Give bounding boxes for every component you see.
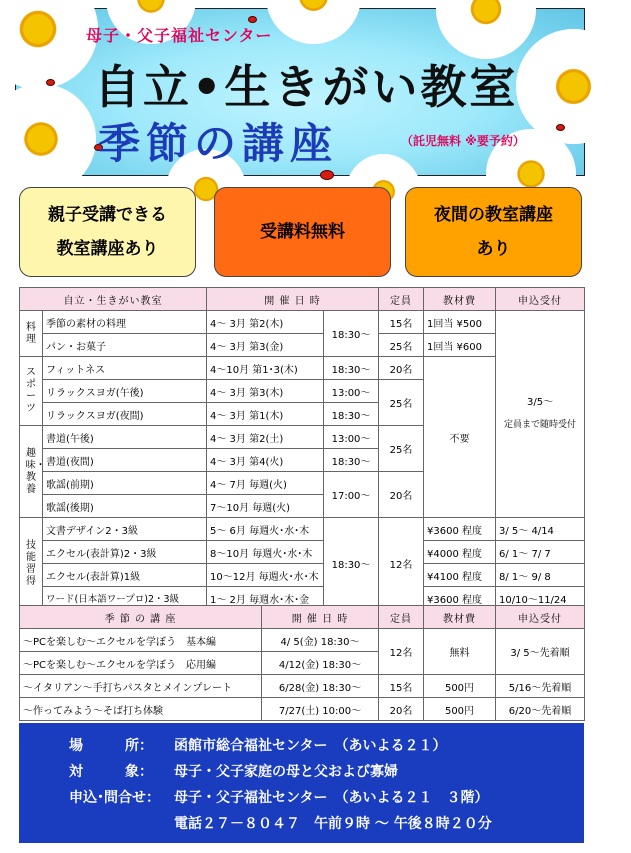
class-capacity: 15名 bbox=[379, 311, 424, 334]
course-capacity: 12名 bbox=[379, 629, 424, 675]
class-capacity: 25名 bbox=[379, 380, 424, 426]
footer-value: 函館市総合福祉センター （あいよる２１） bbox=[174, 738, 447, 754]
course-name: ～PCを楽しむ～エクセルを学ぼう 基本編 bbox=[20, 629, 262, 652]
table-row bbox=[20, 564, 585, 587]
col-header: 自立・生きがい教室 bbox=[20, 288, 207, 311]
col-header: 教材費 bbox=[424, 606, 496, 629]
page-subtitle: 季節の講座 bbox=[98, 119, 339, 168]
course-name: ～作ってみよう～そば打ち体験 bbox=[20, 698, 262, 721]
feature-line: 教室講座あり bbox=[56, 239, 159, 259]
table-header-row bbox=[20, 606, 585, 629]
col-header: 申込受付 bbox=[496, 606, 585, 629]
class-time: 18:30～ bbox=[324, 357, 379, 380]
col-header: 開 催 日 時 bbox=[262, 606, 379, 629]
class-date: 4～ 3月 第2(土) bbox=[207, 426, 324, 449]
daisy-flower-icon bbox=[0, 0, 98, 89]
class-apply: 8/ 1～ 9/ 8 bbox=[496, 564, 585, 587]
class-fee: 1回当 ¥600 bbox=[424, 334, 496, 357]
col-header: 申込受付 bbox=[496, 288, 585, 311]
footer-label: 場 所： bbox=[69, 738, 153, 754]
course-capacity: 20名 bbox=[379, 698, 424, 721]
class-apply: 6/ 1～ 7/ 7 bbox=[496, 541, 585, 564]
feature-line: あり bbox=[476, 239, 511, 259]
class-name: エクセル(表計算)1級 bbox=[43, 564, 207, 587]
category-hobby: 趣味・教養 bbox=[20, 426, 43, 518]
class-date: 10～12月 毎週火･水･木 bbox=[207, 564, 324, 587]
category-skills: 技能習得 bbox=[20, 518, 43, 610]
table-row bbox=[20, 629, 585, 652]
class-apply: 3/ 5～ 4/14 bbox=[496, 518, 585, 541]
class-capacity: 25名 bbox=[379, 426, 424, 472]
class-date: 4～10月 第1･3(木) bbox=[207, 357, 324, 380]
col-header: 開 催 日 時 bbox=[207, 288, 379, 311]
ladybug-icon bbox=[320, 170, 334, 180]
course-name: ～PCを楽しむ～エクセルを学ぼう 応用編 bbox=[20, 652, 262, 675]
class-fee-none: 不要 bbox=[424, 357, 496, 518]
footer-label: 対 象： bbox=[69, 764, 153, 780]
childcare-note: （託児無料 ※要予約） bbox=[401, 134, 525, 148]
class-name: 文書デザイン2・3級 bbox=[43, 518, 207, 541]
class-time: 13:00～ bbox=[324, 426, 379, 449]
feature-line: 親子受講できる bbox=[48, 205, 167, 225]
class-fee: ¥4000 程度 bbox=[424, 541, 496, 564]
table-row bbox=[20, 541, 585, 564]
course-apply: 3/ 5～先着順 bbox=[496, 629, 585, 675]
class-apply: 10/10～11/24 bbox=[496, 587, 585, 610]
class-date: 8～10月 毎週火･水･木 bbox=[207, 541, 324, 564]
course-date: 7/27(土) 10:00～ bbox=[262, 698, 379, 721]
class-capacity: 20名 bbox=[379, 357, 424, 380]
class-date: 4～ 3月 第2(木) bbox=[207, 311, 324, 334]
course-date: 4/ 5(金) 18:30～ bbox=[262, 629, 379, 652]
feature-line: 夜間の教室講座 bbox=[434, 205, 553, 225]
class-name: 書道(夜間) bbox=[43, 449, 207, 472]
class-date: 4～ 7月 毎週(火) bbox=[207, 472, 324, 495]
class-date: 5～ 6月 毎週火･水･木 bbox=[207, 518, 324, 541]
course-name: ～イタリアン～手打ちパスタとメインプレート bbox=[20, 675, 262, 698]
footer-phone: 電話２７－８０４７ 午前９時 ～ 午後８時２０分 bbox=[174, 816, 492, 832]
class-name: エクセル(表計算)2・3級 bbox=[43, 541, 207, 564]
col-header: 定員 bbox=[379, 288, 424, 311]
class-name: ワード(日本語ワープロ)2・3級 bbox=[43, 587, 207, 610]
header-banner bbox=[15, 8, 585, 176]
class-date: 1～ 2月 毎週水･木･金 bbox=[207, 587, 324, 610]
class-name: パン・お菓子 bbox=[43, 334, 207, 357]
class-capacity: 12名 bbox=[379, 518, 424, 610]
feature-line: 受講料無料 bbox=[260, 222, 345, 242]
class-name: 歌謡(後期) bbox=[43, 495, 207, 518]
class-date: 7～10月 毎週(火) bbox=[207, 495, 324, 518]
class-time: 18:30～ bbox=[324, 311, 379, 357]
course-capacity: 15名 bbox=[379, 675, 424, 698]
col-header: 定員 bbox=[379, 606, 424, 629]
page-title: 自立•生きがい教室 bbox=[94, 60, 519, 114]
course-apply: 6/20～先着順 bbox=[496, 698, 585, 721]
class-fee: 1回当 ¥500 bbox=[424, 311, 496, 334]
class-name: リラックスヨガ(夜間) bbox=[43, 403, 207, 426]
class-time: 18:30～ bbox=[324, 518, 379, 610]
ladybug-icon bbox=[46, 79, 55, 86]
footer-value: 母子・父子福祉センター （あいよる２１ ３階） bbox=[174, 790, 489, 806]
apply-period-group: 3/5～ 定員まで随時受付 bbox=[496, 311, 585, 518]
daisy-flower-icon bbox=[266, 0, 361, 44]
col-header: 教材費 bbox=[424, 288, 496, 311]
category-cooking: 料理 bbox=[20, 311, 43, 357]
daisy-flower-icon bbox=[0, 84, 96, 194]
class-schedule-table bbox=[19, 287, 585, 610]
table-row bbox=[20, 675, 585, 698]
course-apply: 5/16～先着順 bbox=[496, 675, 585, 698]
class-name: 歌謡(前期) bbox=[43, 472, 207, 495]
class-name: 書道(午後) bbox=[43, 426, 207, 449]
daisy-flower-icon bbox=[516, 29, 631, 144]
info-footer bbox=[19, 723, 584, 843]
ladybug-icon bbox=[556, 124, 565, 131]
table-row bbox=[20, 698, 585, 721]
course-fee: 500円 bbox=[424, 675, 496, 698]
class-capacity: 20名 bbox=[379, 472, 424, 518]
footer-value: 母子・父子家庭の母と父および寡婦 bbox=[174, 764, 398, 780]
class-name: リラックスヨガ(午後) bbox=[43, 380, 207, 403]
class-date: 4～ 3月 第1(木) bbox=[207, 403, 324, 426]
class-time: 13:00～ bbox=[324, 380, 379, 403]
class-date: 4～ 3月 第3(金) bbox=[207, 334, 324, 357]
class-name: 季節の素材の料理 bbox=[43, 311, 207, 334]
class-date: 4～ 3月 第4(火) bbox=[207, 449, 324, 472]
course-fee: 500円 bbox=[424, 698, 496, 721]
class-time: 18:30～ bbox=[324, 449, 379, 472]
table-row bbox=[20, 311, 585, 334]
table-header-row bbox=[20, 288, 585, 311]
class-fee: ¥4100 程度 bbox=[424, 564, 496, 587]
class-fee: ¥3600 程度 bbox=[424, 587, 496, 610]
category-sports: スポーツ bbox=[20, 357, 43, 426]
course-date: 6/28(金) 18:30～ bbox=[262, 675, 379, 698]
org-name: 母子・父子福祉センター bbox=[86, 26, 273, 45]
ladybug-icon bbox=[248, 16, 257, 23]
class-time: 17:00～ bbox=[324, 472, 379, 518]
feature-box-free-fee bbox=[214, 187, 391, 277]
col-header: 季 節 の 講 座 bbox=[20, 606, 262, 629]
course-date: 4/12(金) 18:30～ bbox=[262, 652, 379, 675]
seasonal-course-table bbox=[19, 605, 585, 721]
class-fee: ¥3600 程度 bbox=[424, 518, 496, 541]
feature-box-parent-child bbox=[19, 187, 196, 277]
class-date: 4～ 3月 第3(木) bbox=[207, 380, 324, 403]
table-row bbox=[20, 518, 585, 541]
class-name: フィットネス bbox=[43, 357, 207, 380]
class-time: 18:30～ bbox=[324, 403, 379, 426]
feature-box-night-class bbox=[405, 187, 582, 277]
course-fee: 無料 bbox=[424, 629, 496, 675]
footer-label: 申込･問合せ： bbox=[69, 790, 160, 806]
class-capacity: 25名 bbox=[379, 334, 424, 357]
